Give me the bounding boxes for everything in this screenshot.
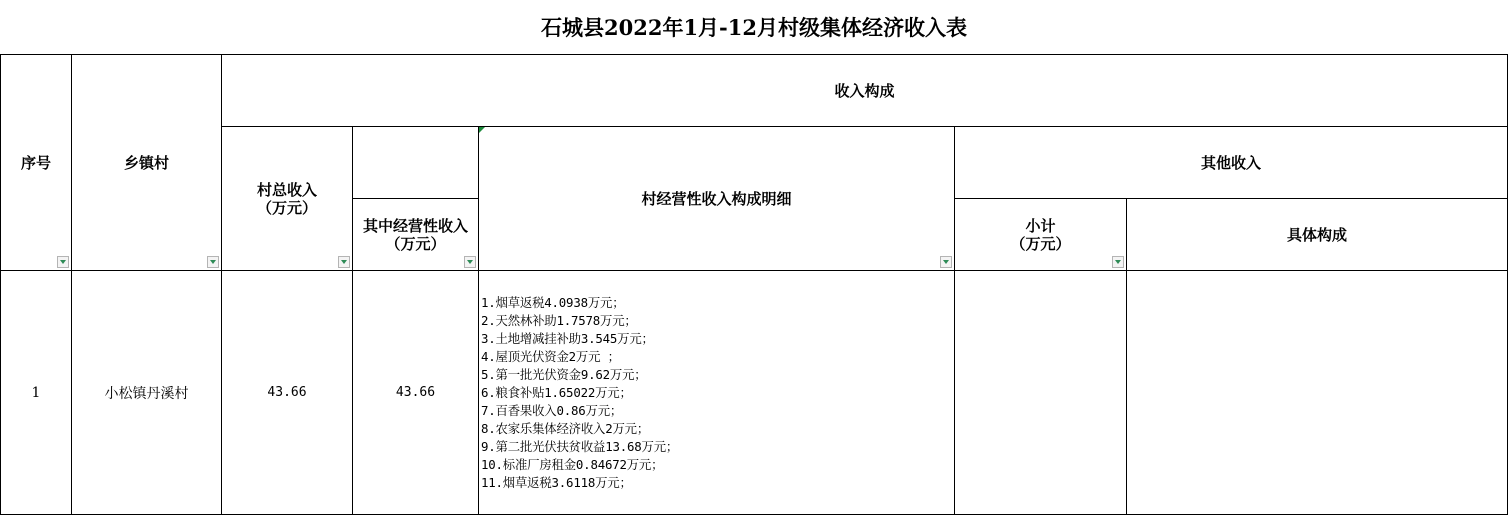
list-item: 1.烟草返税4.0938万元；	[481, 294, 625, 310]
list-item: 10.标准厂房租金0.84672万元；	[481, 456, 664, 472]
cell-operating-income-value: 43.66	[395, 385, 436, 400]
cell-total-income[interactable]	[222, 271, 353, 515]
header-operating-detail-label: 村经营性收入构成明细	[641, 189, 792, 208]
header-subtotal[interactable]	[955, 199, 1127, 271]
cell-specific-composition[interactable]	[1127, 271, 1508, 515]
list-item: 7.百香果收入0.86万元；	[481, 402, 623, 418]
cell-subtotal[interactable]	[955, 271, 1127, 515]
header-income-composition[interactable]	[222, 55, 1508, 127]
header-operating-income[interactable]	[353, 199, 479, 271]
filter-dropdown-icon[interactable]	[338, 256, 350, 268]
header-operating-income-line1: 其中经营性收入	[362, 216, 468, 235]
list-item: 5.第一批光伏资金9.62万元；	[481, 366, 647, 382]
cell-town-village-value: 小松镇丹溪村	[104, 385, 189, 402]
header-subtotal-line2: （万元）	[1010, 234, 1071, 253]
header-other-income[interactable]	[955, 127, 1508, 199]
filter-dropdown-icon[interactable]	[207, 256, 219, 268]
header-specific-composition[interactable]	[1127, 199, 1508, 271]
cell-town-village[interactable]	[72, 271, 222, 515]
list-item: 6.粮食补贴1.65022万元；	[481, 384, 632, 400]
header-subtotal-line1: 小计	[1025, 216, 1056, 235]
header-seq-label: 序号	[20, 153, 51, 172]
list-item: 3.土地增减挂补助3.545万元；	[481, 330, 654, 346]
list-item: 2.天然林补助1.7578万元；	[481, 312, 637, 328]
header-seq[interactable]	[0, 55, 72, 271]
list-item: 9.第二批光伏扶贫收益13.68万元；	[481, 438, 679, 454]
list-item: 4.屋顶光伏资金2万元 ；	[481, 348, 620, 364]
header-operating-detail[interactable]	[479, 127, 955, 271]
header-blank-cell[interactable]	[353, 127, 479, 199]
list-item: 11.烟草返税3.6118万元；	[481, 474, 632, 490]
header-total-income-line1: 村总收入	[256, 180, 317, 199]
header-total-income-line2: （万元）	[256, 198, 317, 217]
header-town-village[interactable]	[72, 55, 222, 271]
header-specific-composition-label: 具体构成	[1286, 225, 1347, 244]
header-total-income[interactable]	[222, 127, 353, 271]
cell-operating-detail[interactable]	[479, 271, 955, 515]
filter-dropdown-icon[interactable]	[57, 256, 69, 268]
filter-dropdown-icon[interactable]	[940, 256, 952, 268]
filter-dropdown-icon[interactable]	[464, 256, 476, 268]
comment-marker-icon	[479, 127, 485, 133]
filter-dropdown-icon[interactable]	[1112, 256, 1124, 268]
header-income-composition-label: 收入构成	[834, 81, 895, 100]
header-operating-income-line2: （万元）	[385, 234, 446, 253]
header-other-income-label: 其他收入	[1200, 153, 1261, 172]
cell-operating-income[interactable]	[353, 271, 479, 515]
list-item: 8.农家乐集体经济收入2万元；	[481, 420, 650, 436]
operating-detail-list	[479, 294, 678, 492]
cell-seq[interactable]	[0, 271, 72, 515]
header-town-village-label: 乡镇村	[123, 153, 169, 172]
table-title: 石城县2022年1月-12月村级集体经济收入表	[0, 0, 1508, 55]
cell-total-income-value: 43.66	[267, 385, 307, 400]
cell-seq-value: 1	[31, 384, 41, 401]
